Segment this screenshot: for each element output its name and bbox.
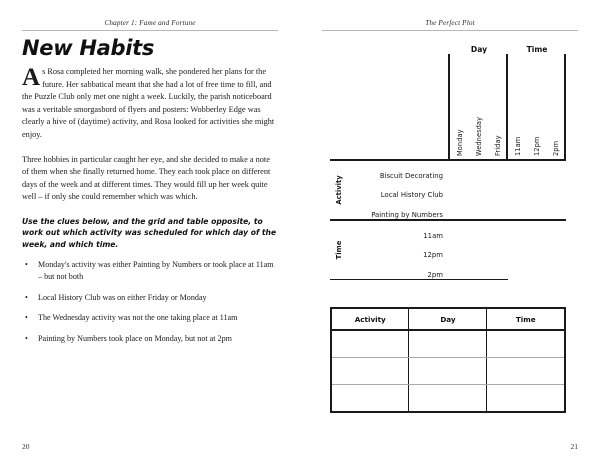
answer-cell-day[interactable]	[409, 330, 487, 358]
left-body-column	[22, 66, 278, 353]
grid-cell[interactable]	[450, 259, 469, 278]
right-page-number: 21	[570, 442, 578, 451]
column-label-2pm: 2pm	[547, 54, 566, 159]
answer-header-day: Day	[409, 308, 487, 330]
grid-corner-spacer	[330, 40, 450, 54]
group-header-day: Day	[470, 45, 488, 54]
answer-cell-time[interactable]	[487, 358, 565, 385]
left-running-head-text: Chapter 1: Fame and Fortune	[104, 19, 196, 27]
grid-cell[interactable]	[489, 180, 508, 199]
grid-empty-region	[508, 259, 566, 278]
row-label-12pm: 12pm	[423, 251, 443, 260]
grid-cell[interactable]	[450, 161, 469, 180]
table-row	[330, 161, 566, 180]
row-axis-label-activity: Activity	[334, 175, 343, 205]
page-title: New Habits	[22, 36, 155, 60]
table-row	[331, 358, 565, 385]
clue-text: Painting by Numbers took place on Monday, but not at 2pm	[38, 333, 232, 343]
grid-cell[interactable]	[469, 180, 488, 199]
answer-header-time: Time	[487, 308, 565, 330]
answer-cell-time[interactable]	[487, 385, 565, 413]
paragraph-2: Three hobbies in particular caught her eye, and she decided to make a note of them when she finally returned home. They each took place on different days of the week and at different times. They would fill up her week quite well – if only she could remember which was which.	[22, 154, 271, 202]
clue-list	[22, 259, 278, 344]
column-label-friday: Friday	[489, 54, 508, 159]
grid-vertical-rule-right	[564, 54, 566, 159]
table-row	[330, 221, 566, 240]
column-label-11am: 11am	[513, 136, 522, 156]
row-label-2pm: 2pm	[427, 270, 443, 279]
list-item	[22, 292, 278, 304]
logic-grid-table	[330, 40, 566, 280]
grid-cell[interactable]	[469, 221, 488, 240]
right-running-head	[322, 18, 578, 34]
grid-cell[interactable]	[547, 161, 566, 180]
group-header-time: Time	[526, 45, 548, 54]
grid-column-label-row	[330, 54, 566, 159]
left-page-number: 20	[22, 442, 30, 451]
left-running-head-rule	[22, 30, 278, 31]
table-row	[330, 259, 566, 278]
answer-cell-activity[interactable]	[331, 358, 409, 385]
row-label-11am: 11am	[423, 231, 443, 240]
table-row	[330, 199, 566, 218]
right-running-head-rule	[322, 30, 578, 31]
answer-cell-activity[interactable]	[331, 385, 409, 413]
grid-cell[interactable]	[508, 161, 527, 180]
right-page	[300, 0, 600, 469]
answer-table	[330, 307, 566, 413]
answer-header-row	[331, 308, 565, 330]
grid-cell[interactable]	[547, 199, 566, 218]
grid-cell[interactable]	[469, 240, 488, 259]
grid-cell[interactable]	[450, 240, 469, 259]
bullet-icon: •	[25, 260, 28, 270]
clue-text: Local History Club was on either Friday or Monday	[38, 292, 207, 302]
bullet-icon: •	[25, 292, 28, 302]
grid-cell[interactable]	[547, 180, 566, 199]
list-item	[22, 312, 278, 324]
grid-empty-region	[508, 240, 566, 259]
grid-cell[interactable]	[469, 199, 488, 218]
grid-cell[interactable]	[489, 199, 508, 218]
column-label-monday: Monday	[455, 129, 464, 156]
answer-header-activity: Activity	[331, 308, 409, 330]
clue-text: The Wednesday activity was not the one taking place at 11am	[38, 313, 238, 323]
row-label-local-history-club: Local History Club	[380, 191, 443, 200]
grid-empty-region	[508, 221, 566, 240]
answer-cell-activity[interactable]	[331, 330, 409, 358]
answer-cell-day[interactable]	[409, 358, 487, 385]
grid-cell[interactable]	[489, 161, 508, 180]
grid-cell[interactable]	[450, 180, 469, 199]
grid-header-spacer	[330, 54, 450, 159]
row-label-biscuit-decorating: Biscuit Decorating	[379, 172, 443, 181]
answer-cell-day[interactable]	[409, 385, 487, 413]
grid-cell[interactable]	[527, 161, 546, 180]
grid-cell[interactable]	[489, 259, 508, 278]
grid-cell[interactable]	[508, 180, 527, 199]
grid-group-header-row	[330, 40, 566, 54]
table-row	[330, 240, 566, 259]
grid-cell[interactable]	[527, 180, 546, 199]
logic-grid	[330, 40, 566, 290]
paragraph-1: As Rosa completed her morning walk, she pondered her plans for the future. Her sabbatical meant that she had a lot of free time to fill, and the Puzzle Club only met one night a week. Luckily, the parish noticeboard was a veritable smorgasbord of flyers and posters: Wobberley Edge was clearly a hive of (daytime) activity, and Rosa looked for activities she might enjoy.	[22, 64, 275, 139]
grid-rule-bottom	[330, 279, 566, 281]
grid-cell[interactable]	[469, 259, 488, 278]
answer-table-wrap	[330, 307, 566, 413]
table-row	[330, 180, 566, 199]
grid-cell[interactable]	[508, 199, 527, 218]
row-axis-label-time: Time	[334, 240, 343, 259]
column-label-12pm: 12pm	[533, 136, 541, 156]
row-label-painting-by-numbers: Painting by Numbers	[371, 210, 443, 219]
column-label-wednesday: Wednesday	[474, 116, 483, 156]
grid-cell[interactable]	[450, 221, 469, 240]
grid-cell[interactable]	[469, 161, 488, 180]
table-row	[331, 385, 565, 413]
grid-cell[interactable]	[450, 199, 469, 218]
table-row	[331, 330, 565, 358]
clue-text: Monday's activity was either Painting by Numbers or took place at 11am – but not both	[38, 260, 274, 282]
list-item	[22, 333, 278, 345]
bullet-icon: •	[25, 313, 28, 323]
grid-cell[interactable]	[489, 240, 508, 259]
right-running-head-text: The Perfect Plot	[425, 19, 475, 27]
answer-cell-time[interactable]	[487, 330, 565, 358]
instruction-text: Use the clues below, and the grid and table opposite, to work out which activity was scheduled for which day of the week, and which time.	[22, 216, 277, 249]
grid-cell[interactable]	[527, 199, 546, 218]
left-running-head	[22, 18, 278, 34]
grid-cell[interactable]	[489, 221, 508, 240]
list-item	[22, 259, 278, 282]
bullet-icon: •	[25, 333, 28, 343]
